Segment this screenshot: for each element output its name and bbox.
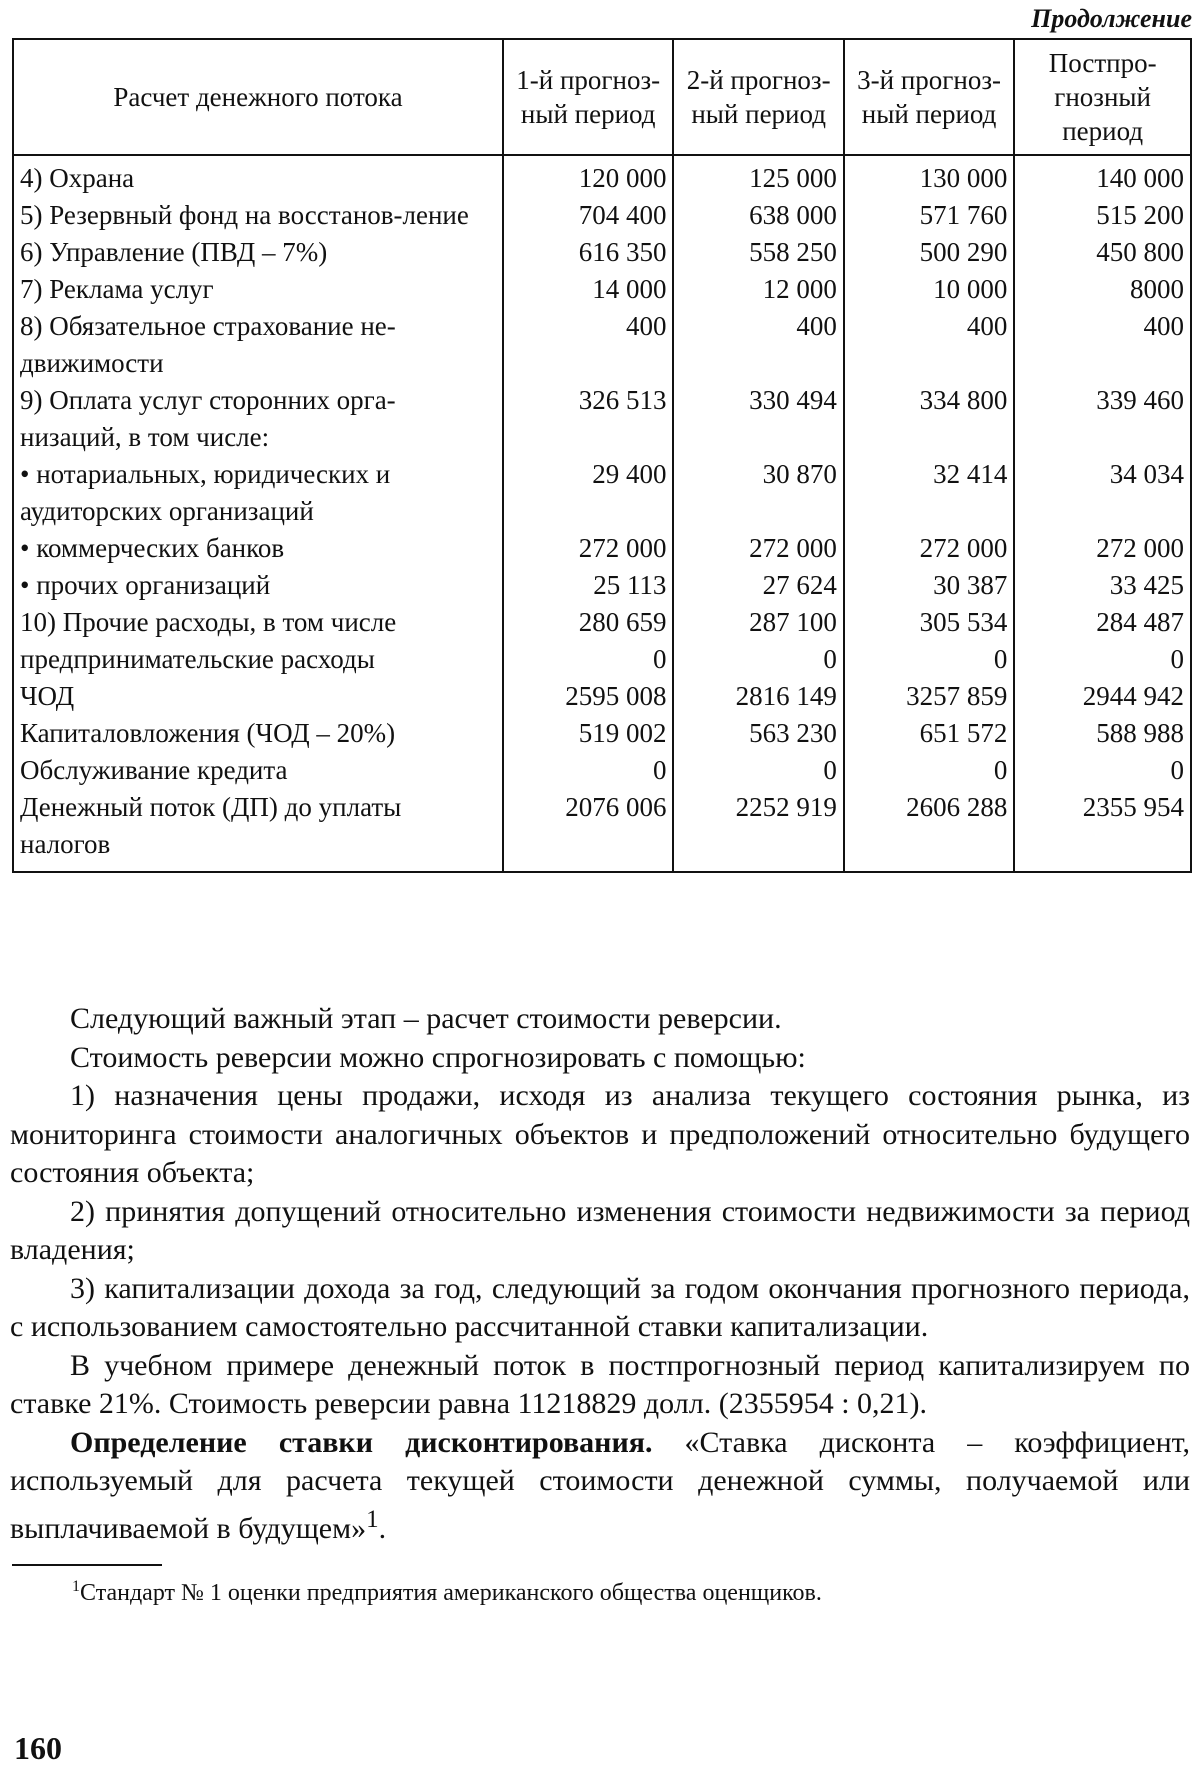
table-row [13,678,1191,715]
cell-value: 0 [503,641,673,678]
cell-value: 588 988 [1014,715,1191,752]
table-row [13,604,1191,641]
cell-value: 3257 859 [844,678,1014,715]
row-label: 10) Прочие расходы, в том числе [13,604,503,641]
cell-value: 305 534 [844,604,1014,641]
cell-value: 29 400 [503,456,673,530]
row-label: 7) Реклама услуг [13,271,503,308]
body-text [10,1000,1190,1548]
cash-flow-table [12,38,1192,873]
cell-value: 32 414 [844,456,1014,530]
cell-value: 27 624 [673,567,843,604]
cell-value: 10 000 [844,271,1014,308]
table-row [13,715,1191,752]
table-row [13,382,1191,456]
cell-value: 25 113 [503,567,673,604]
cell-value: 0 [673,752,843,789]
table-row [13,567,1191,604]
cell-value: 0 [844,641,1014,678]
cell-value: 30 870 [673,456,843,530]
cell-value: 339 460 [1014,382,1191,456]
column-header: 3-й прогноз-ный период [844,39,1014,155]
paragraph: Стоимость реверсии можно спрогнозировать с помощью: [70,1040,806,1074]
paragraph: Следующий важный этап – расчет стоимости реверсии. [70,1002,782,1035]
cell-value: 2076 006 [503,789,673,872]
cell-value: 563 230 [673,715,843,752]
cell-value: 287 100 [673,604,843,641]
cell-value: 284 487 [1014,604,1191,641]
footnote-ref: 1 [366,1505,379,1533]
paragraph: 3) капитализации дохода за год, следующий за годом окончания прогнозного периода, с использованием самостоятельно рассчитанной ставки капитализации. [10,1271,1190,1343]
row-label: 9) Оплата услуг сторонних орга-низаций, в том числе: [13,382,503,456]
footnote-mark: 1 [72,1578,80,1595]
table-row [13,155,1191,197]
paragraph-end: . [378,1511,387,1545]
cell-value: 14 000 [503,271,673,308]
cell-value: 400 [673,308,843,382]
row-label: • нотариальных, юридических и аудиторских организаций [13,456,503,530]
continuation-label: Продолжение [1031,4,1192,33]
cell-value: 0 [673,641,843,678]
cell-value: 334 800 [844,382,1014,456]
table-row [13,456,1191,530]
section-heading: Определение ставки дисконтирования. [70,1425,653,1459]
cell-value: 0 [503,752,673,789]
table-row [13,308,1191,382]
cell-value: 2252 919 [673,789,843,872]
cell-value: 33 425 [1014,567,1191,604]
row-label: предпринимательские расходы [13,641,503,678]
row-label: Обслуживание кредита [13,752,503,789]
cell-value: 2944 942 [1014,678,1191,715]
row-label: 8) Обязательное страхование не-движимости [13,308,503,382]
cell-value: 272 000 [844,530,1014,567]
paragraph: 1) назначения цены продажи, исходя из анализа текущего состояния рынка, из мониторинга стоимости аналогичных объектов и предположений относительно будущего состояния объекта; [10,1079,1190,1189]
cell-value: 272 000 [503,530,673,567]
table-row [13,641,1191,678]
page-number: 160 [14,1730,62,1766]
table-row [13,530,1191,567]
cell-value: 400 [503,308,673,382]
cell-value: 125 000 [673,155,843,197]
row-label: Капиталовложения (ЧОД – 20%) [13,715,503,752]
cell-value: 400 [844,308,1014,382]
cell-value: 704 400 [503,197,673,234]
cell-value: 120 000 [503,155,673,197]
footnote [12,1578,1192,1607]
footnote-rule [12,1564,162,1566]
cell-value: 651 572 [844,715,1014,752]
row-label: ЧОД [13,678,503,715]
column-header: 2-й прогноз-ный период [673,39,843,155]
cell-value: 2816 149 [673,678,843,715]
cell-value: 8000 [1014,271,1191,308]
cell-value: 519 002 [503,715,673,752]
table-header-row [13,39,1191,155]
cell-value: 450 800 [1014,234,1191,271]
cell-value: 0 [1014,752,1191,789]
cell-value: 616 350 [503,234,673,271]
table-row [13,271,1191,308]
table-body [13,155,1191,872]
cell-value: 0 [844,752,1014,789]
cell-value: 34 034 [1014,456,1191,530]
row-label: 4) Охрана [13,155,503,197]
cell-value: 2606 288 [844,789,1014,872]
cell-value: 558 250 [673,234,843,271]
cell-value: 400 [1014,308,1191,382]
cell-value: 30 387 [844,567,1014,604]
cell-value: 2595 008 [503,678,673,715]
cell-value: 272 000 [673,530,843,567]
table-row [13,752,1191,789]
cell-value: 272 000 [1014,530,1191,567]
table-row [13,789,1191,872]
row-label: • прочих организаций [13,567,503,604]
cell-value: 571 760 [844,197,1014,234]
cell-value: 12 000 [673,271,843,308]
table-row [13,197,1191,234]
cell-value: 280 659 [503,604,673,641]
cell-value: 330 494 [673,382,843,456]
column-header: Расчет денежного потока [13,39,503,155]
row-label: • коммерческих банков [13,530,503,567]
paragraph: 2) принятия допущений относительно изменения стоимости недвижимости за период владения; [10,1194,1190,1266]
cell-value: 0 [1014,641,1191,678]
table-row [13,234,1191,271]
footnote-text: Стандарт № 1 оценки предприятия американского общества оценщиков. [80,1580,822,1606]
row-label: 6) Управление (ПВД – 7%) [13,234,503,271]
cell-value: 130 000 [844,155,1014,197]
paragraph-text: «Ставка дисконта – коэффициент, используемый для расчета текущей стоимости денежной суммы, получаемой или выплачиваемой в будущем» [10,1425,1190,1545]
paragraph: В учебном примере денежный поток в постпрогнозный период капитализируем по ставке 21%. Стоимость реверсии равна 11218829 долл. (2355954 : 0,21). [10,1348,1190,1420]
cell-value: 2355 954 [1014,789,1191,872]
column-header: 1-й прогноз-ный период [503,39,673,155]
column-header: Постпро-гнозный период [1014,39,1191,155]
cell-value: 500 290 [844,234,1014,271]
row-label: Денежный поток (ДП) до уплаты налогов [13,789,503,872]
cell-value: 515 200 [1014,197,1191,234]
cell-value: 638 000 [673,197,843,234]
row-label: 5) Резервный фонд на восстанов-ление [13,197,503,234]
cell-value: 326 513 [503,382,673,456]
cell-value: 140 000 [1014,155,1191,197]
paragraph [10,1424,1190,1549]
